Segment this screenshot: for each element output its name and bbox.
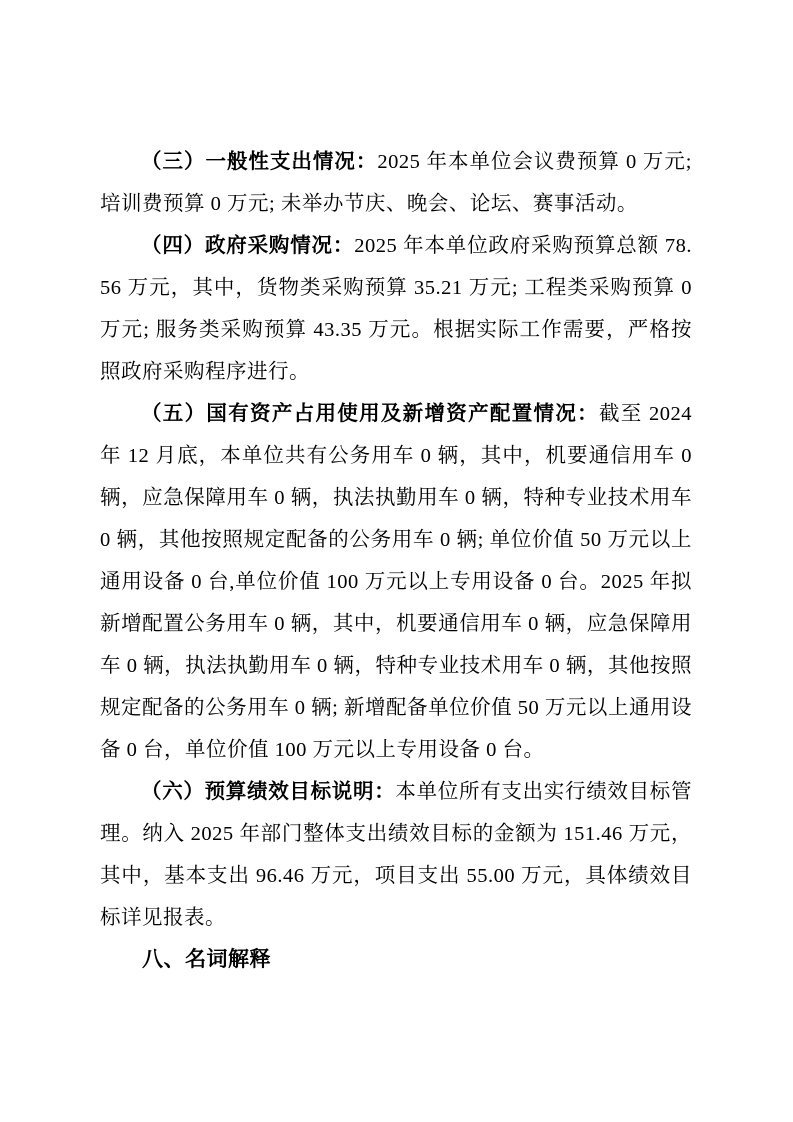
paragraph-body: 本单位所有支出实行绩效目标管理。纳入 2025 年部门整体支出绩效目标的金额为 151.46 万元，其中，基本支出 96.46 万元，项目支出 55.00 万元，具体绩效目标详见报表。 — [100, 781, 693, 929]
document-body — [100, 141, 692, 981]
paragraph-lead: （四）政府采购情况： — [141, 235, 355, 257]
paragraph-lead: （六）预算绩效目标说明： — [141, 781, 396, 803]
paragraph-lead: （三）一般性支出情况： — [141, 151, 378, 173]
paragraph-body: 2025 年本单位会议费预算 0 万元; 培训费预算 0 万元; 未举办节庆、晚会、论坛、赛事活动。 — [100, 151, 692, 215]
paragraph-body: 2025 年本单位政府采购预算总额 78.56 万元，其中，货物类采购预算 35.21 万元; 工程类采购预算 0 万元; 服务类采购预算 43.35 万元。根据实际工作需要，严格按照政府采购程序进行。 — [100, 235, 693, 383]
paragraph-state-assets — [100, 393, 692, 771]
paragraph-performance-targets — [100, 771, 692, 939]
paragraph-body: 截至 2024 年 12 月底，本单位共有公务用车 0 辆，其中，机要通信用车 0 辆，应急保障用车 0 辆，执法执勤用车 0 辆，特种专业技术用车 0 辆，其他按照规定配备的公务用车 0 辆; 单位价值 50 万元以上通用设备 0 台,单位价值 100 万元以上专用设备 0 台。2025 年拟新增配置公务用车 0 辆，其中，机要通信用车 0 辆，应急保障用车 0 辆，执法执勤用车 0 辆，特种专业技术用车 0 辆，其他按照规定配备的公务用车 0 辆; 新增配备单位价值 50 万元以上通用设备 0 台，单位价值 100 万元以上专用设备 0 台。 — [100, 403, 693, 761]
section-heading-glossary: 八、名词解释 — [142, 948, 271, 971]
paragraph-general-expenditure — [100, 141, 692, 225]
paragraph-lead: （五）国有资产占用使用及新增资产配置情况： — [141, 403, 599, 425]
paragraph-government-procurement — [100, 225, 692, 393]
